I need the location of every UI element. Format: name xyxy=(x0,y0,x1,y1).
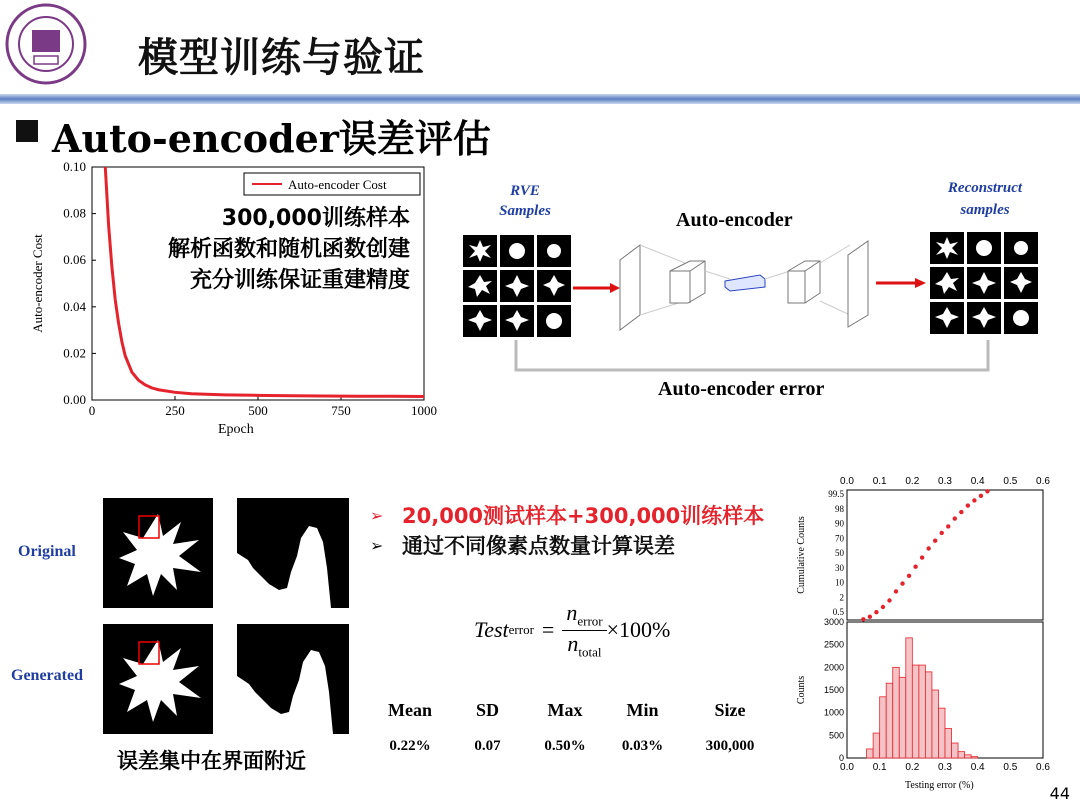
histogram-chart xyxy=(790,618,1060,804)
cum-y-tick-label: 10 xyxy=(835,577,844,588)
error-label: Auto-encoder error xyxy=(658,378,825,400)
cum-point xyxy=(881,605,885,609)
page-title: 模型训练与验证 xyxy=(138,35,425,81)
cum-y-tick-label: 99.5 xyxy=(828,489,844,499)
y-tick-label: 0.04 xyxy=(63,298,86,314)
cum-frame xyxy=(847,490,1043,620)
cum-y-tick-label: 2 xyxy=(839,592,844,603)
stats-value-row xyxy=(370,738,790,755)
reconstruct-samples-grid xyxy=(930,232,1038,334)
stats-header: SD xyxy=(475,700,499,720)
hist-y-tick-label: 3000 xyxy=(823,618,844,627)
comparison-images xyxy=(103,498,353,734)
bullet-text: 20,000测试样本+300,000训练样本 xyxy=(402,504,765,528)
cum-point xyxy=(985,489,989,493)
stats-header: Min xyxy=(626,700,659,720)
arrow-bullet-icon: ➢ xyxy=(370,505,384,525)
hist-x-tick-label: 0.2 xyxy=(905,762,920,773)
x-tick-label: 0 xyxy=(88,403,96,418)
stats-value: 0.03% xyxy=(621,738,664,754)
hist-x-tick-label: 0.6 xyxy=(1036,762,1050,773)
legend-label: Auto-encoder Cost xyxy=(288,177,387,192)
formula-num: n xyxy=(566,600,578,626)
x-tick-label: 500 xyxy=(248,403,268,418)
hist-x-axis-label: Testing error (%) xyxy=(905,780,974,791)
cum-y-tick-label: 0.5 xyxy=(832,607,844,617)
y-tick-label: 0.10 xyxy=(63,159,86,174)
hist-bar xyxy=(906,638,913,758)
error-loop-line xyxy=(516,340,988,370)
diagram-graphics xyxy=(460,175,1050,405)
stats-header: Mean xyxy=(388,700,432,720)
cum-x-tick-label: 0.3 xyxy=(938,476,952,487)
formula-den-sub: total xyxy=(578,643,602,659)
hist-bar xyxy=(952,743,959,758)
y-tick-label: 0.00 xyxy=(63,392,86,407)
hist-bar xyxy=(932,690,939,758)
page-number: 44 xyxy=(1049,784,1070,803)
hist-bar xyxy=(945,729,952,758)
annotation-line-1: 300,000训练样本 xyxy=(221,206,410,231)
hist-x-tick-label: 0.4 xyxy=(970,762,985,773)
hist-x-tick-label: 0.5 xyxy=(1003,762,1018,773)
rve-samples-grid xyxy=(463,235,571,337)
cum-point xyxy=(940,531,944,535)
hist-bar xyxy=(925,672,932,758)
cum-x-tick-label: 0.2 xyxy=(905,476,920,487)
cum-point xyxy=(913,565,917,569)
formula-suffix: ×100% xyxy=(606,617,671,642)
cum-point xyxy=(972,498,976,502)
formula-equals: = xyxy=(541,617,555,642)
output-arrow-head xyxy=(915,278,926,288)
bullet-item xyxy=(370,500,764,530)
x-tick-label: 1000 xyxy=(411,403,437,418)
hist-x-tick-label: 0.0 xyxy=(840,762,854,773)
stats-table xyxy=(370,700,790,755)
y-axis-label: Auto-encoder Cost xyxy=(30,234,45,333)
hist-bar xyxy=(965,755,972,758)
autoencoder-diagram xyxy=(460,175,1050,405)
formula-lhs: Test xyxy=(474,617,509,642)
formula-lhs-sub: error xyxy=(508,622,534,637)
cum-point xyxy=(907,574,911,578)
cum-point xyxy=(953,516,957,520)
bullet-item xyxy=(370,530,764,560)
cum-y-tick-label: 30 xyxy=(835,562,844,573)
stats-value: 0.22% xyxy=(389,738,431,754)
stats-value: 0.07 xyxy=(474,738,501,754)
cum-point xyxy=(920,555,924,559)
annotation-line-3: 充分训练保证重建精度 xyxy=(189,268,410,293)
cum-y-tick-label: 70 xyxy=(835,533,844,544)
hist-x-tick-label: 0.3 xyxy=(938,762,952,773)
cum-point xyxy=(900,581,904,585)
cum-x-tick-label: 0.1 xyxy=(872,476,887,487)
x-tick-label: 250 xyxy=(165,403,185,418)
hist-bar xyxy=(912,665,919,758)
recon-label-1: Reconstruct xyxy=(947,180,1023,196)
hist-y-tick-label: 2000 xyxy=(823,662,844,673)
cum-point xyxy=(946,524,950,528)
stats-header: Max xyxy=(547,700,583,720)
cum-x-tick-label: 0.6 xyxy=(1036,476,1050,487)
hist-y-tick-label: 500 xyxy=(828,730,844,741)
cum-point xyxy=(874,610,878,614)
hist-bar xyxy=(958,752,965,758)
hist-y-tick-label: 0 xyxy=(838,753,844,763)
hist-bar xyxy=(873,733,880,758)
input-arrow-head xyxy=(610,283,620,293)
comparison-caption: 误差集中在界面附近 xyxy=(117,749,306,773)
cum-x-tick-label: 0.5 xyxy=(1003,476,1018,487)
original-label: Original xyxy=(18,543,76,560)
cumulative-chart xyxy=(790,468,1060,628)
hist-y-tick-label: 1000 xyxy=(823,707,844,718)
hist-bar xyxy=(893,667,900,758)
error-formula xyxy=(474,597,670,663)
generated-label: Generated xyxy=(11,667,83,684)
hist-bar xyxy=(880,697,887,758)
loss-chart xyxy=(30,158,450,448)
y-tick-label: 0.08 xyxy=(63,205,86,221)
loss-annotation xyxy=(160,203,410,296)
bullet-list xyxy=(370,500,764,560)
encoder-label: Auto-encoder xyxy=(676,209,793,231)
cum-point xyxy=(966,503,970,507)
hist-bar xyxy=(938,708,945,758)
stats-header: Size xyxy=(714,700,746,720)
network-layers xyxy=(620,241,868,330)
cum-point xyxy=(887,598,891,602)
cum-x-tick-label: 0.4 xyxy=(970,476,985,487)
arrow-bullet-icon: ➢ xyxy=(370,535,384,555)
y-tick-label: 0.02 xyxy=(63,345,86,361)
cum-x-tick-label: 0.0 xyxy=(840,476,854,487)
recon-label-2: samples xyxy=(960,202,1010,218)
formula-fraction xyxy=(562,600,606,660)
formula-den: n xyxy=(567,630,579,656)
cum-y-tick-label: 98 xyxy=(835,503,844,514)
hist-y-axis-label: Counts xyxy=(796,675,807,705)
y-tick-label: 0.06 xyxy=(63,252,86,268)
cum-point xyxy=(979,494,983,498)
hist-bar xyxy=(886,683,893,758)
annotation-line-2: 解析函数和随机函数创建 xyxy=(167,237,410,262)
cum-point xyxy=(926,546,930,550)
rve-label-1: RVE xyxy=(510,183,540,199)
cum-point xyxy=(959,510,963,514)
rve-label-2: Samples xyxy=(499,203,551,219)
section-title: Auto-encoder误差评估 xyxy=(52,116,491,161)
cum-point xyxy=(894,589,898,593)
section-bullet xyxy=(16,120,38,142)
header-divider xyxy=(0,94,1080,104)
cum-y-axis-label: Cumulative Counts xyxy=(796,516,807,594)
cum-y-tick-label: 50 xyxy=(835,548,844,558)
hist-bar xyxy=(971,757,978,758)
stats-value: 0.50% xyxy=(544,738,586,754)
hist-x-tick-label: 0.1 xyxy=(872,762,887,773)
cum-y-tick-label: 90 xyxy=(835,518,844,529)
x-axis-label: Epoch xyxy=(218,422,254,437)
hist-y-tick-label: 1500 xyxy=(823,685,844,695)
stats-value: 300,000 xyxy=(705,738,755,754)
university-logo xyxy=(4,2,88,86)
hist-bar xyxy=(899,677,906,758)
cum-point xyxy=(933,539,937,543)
bullet-text: 通过不同像素点数量计算误差 xyxy=(402,534,675,558)
hist-bar xyxy=(867,749,874,758)
hist-y-tick-label: 2500 xyxy=(823,639,844,650)
hist-bar xyxy=(919,665,926,758)
formula-num-sub: error xyxy=(577,613,603,629)
stats-header-row xyxy=(370,700,790,726)
x-tick-label: 750 xyxy=(331,403,351,418)
